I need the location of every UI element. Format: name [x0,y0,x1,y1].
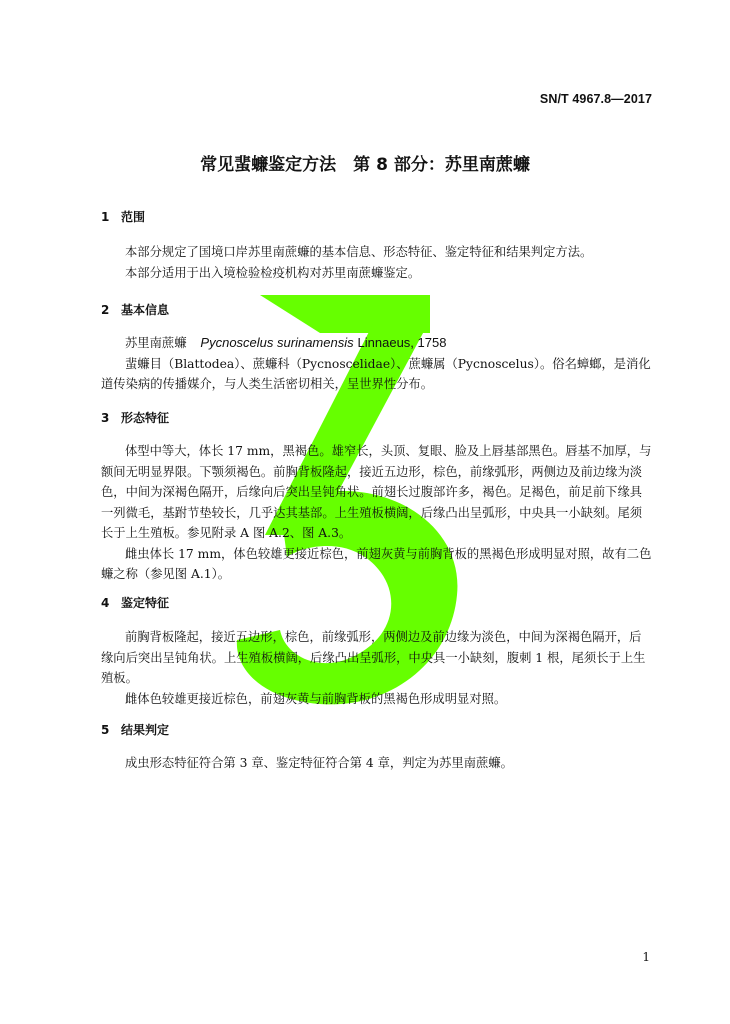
species-latin-name: Pycnoscelus surinamensis [200,335,354,350]
species-author: Linnaeus, 1758 [357,335,447,350]
section-4-heading [101,594,169,611]
section-5-body [101,753,653,774]
section-title: 形态特征 [121,411,170,425]
section-number: 1 [101,210,110,224]
section-1-heading [101,208,145,225]
paragraph: 体型中等大，体长 17 mm，黑褐色。雄窄长，头顶、复眼、脸及上唇基部黑色。唇基不加厚，与额间无明显界限。下颚须褐色。前胸背板隆起，接近五边形，棕色，前缘弧形，两侧边及前边缘为淡色，中间为深褐色隔开，后缘向后突出呈钝角状。前翅长过腹部许多，褐色。足褐色，前足前下缘具一列微毛，基跗节垫较长，几乎达其基部。上生殖板横阔，后缘凸出呈弧形，中央具一小缺刻。尾须长于上生殖板。参见附录 A 图 A.2、图 A.3。 [101,444,652,540]
paragraph: 本部分适用于出入境检验检疫机构对苏里南蔗蠊鉴定。 [125,265,421,280]
section-4-body [101,627,653,709]
section-number: 3 [101,411,110,425]
document-code: SN/T 4967.8—2017 [539,92,652,106]
paragraph: 雌体色较雄更接近棕色，前翅灰黄与前胸背板的黑褐色形成明显对照。 [125,691,507,706]
document-title: 常见蜚蠊鉴定方法 第 8 部分：苏里南蔗蠊 [200,155,530,175]
section-number: 5 [101,723,110,737]
section-title: 结果判定 [121,723,170,737]
paragraph: 前胸背板隆起，接近五边形，棕色，前缘弧形，两侧边及前边缘为淡色，中间为深褐色隔开，后缘向后突出呈钝角状。上生殖板横阔，后缘凸出呈弧形，中央具一小缺刻，腹刺 1 根，尾须长于上生殖板。 [101,630,646,685]
section-number: 4 [101,596,110,610]
section-number: 2 [101,303,110,317]
section-2-body [101,333,653,395]
paragraph: 成虫形态特征符合第 3 章、鉴定特征符合第 4 章，判定为苏里南蔗蠊。 [125,756,513,770]
section-3-body [101,441,653,585]
section-title: 鉴定特征 [121,596,170,610]
paragraph: 雌虫体长 17 mm，体色较雄更接近棕色，前翅灰黄与前胸背板的黑褐色形成明显对照，故有二色蠊之称（参见图 A.1）。 [101,546,652,581]
paragraph: 本部分规定了国境口岸苏里南蔗蠊的基本信息、形态特征、鉴定特征和结果判定方法。 [125,245,593,259]
section-title: 范围 [121,210,146,224]
section-3-heading [101,409,169,426]
species-chinese-name: 苏里南蔗蠊 [125,336,187,350]
paragraph: 蜚蠊目（Blattodea）、蔗蠊科（Pycnoscelidae）、蔗蠊属（Pycnoscelus）。俗名蟑螂，是消化道传染病的传播媒介，与人类生活密切相关，呈世界性分布。 [101,356,651,391]
section-5-heading [101,721,169,738]
section-1-body [101,242,653,283]
section-2-heading [101,301,169,318]
species-name-line [101,333,653,354]
page-number: 1 [642,950,650,964]
section-title: 基本信息 [121,303,170,317]
